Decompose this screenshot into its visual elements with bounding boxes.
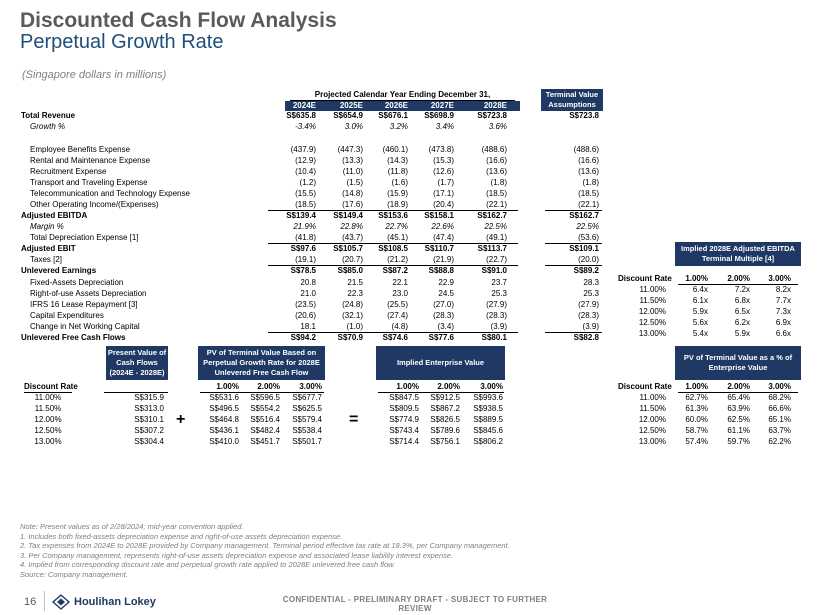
- footnotes: [20, 522, 510, 580]
- row-value: (28.3): [433, 311, 454, 320]
- row-value: (14.8): [342, 189, 363, 198]
- row-value: 22.8%: [340, 222, 363, 231]
- row-value: -3.4%: [295, 122, 316, 131]
- enterprise-value: S$938.5: [473, 404, 503, 413]
- row-value: S$162.7: [477, 211, 507, 220]
- terminal-value: (1.8): [582, 178, 599, 187]
- discount-rate: 12.00%: [638, 307, 666, 316]
- year-header: 2028E: [483, 101, 507, 110]
- row-value: S$723.8: [477, 111, 507, 120]
- row-value: S$153.6: [378, 211, 408, 220]
- discount-rate-label: Discount Rate: [24, 382, 78, 391]
- row-value: (1.5): [346, 178, 363, 187]
- row-value: 22.3: [347, 289, 363, 298]
- discount-rate: 11.00%: [639, 285, 666, 294]
- pv-terminal-value: S$482.4: [250, 426, 280, 435]
- discount-rate: 13.00%: [638, 437, 666, 446]
- growth-rate-header: 3.00%: [299, 382, 322, 391]
- pv-tv-percent: 65.1%: [768, 415, 791, 424]
- terminal-multiple-value: 6.6x: [775, 329, 791, 338]
- year-header: 2024E: [292, 101, 316, 110]
- pv-tv-percent: 61.1%: [727, 426, 750, 435]
- row-value: 22.5%: [484, 222, 507, 231]
- row-value: (3.9): [490, 322, 507, 331]
- terminal-value: S$89.2: [573, 266, 599, 275]
- row-value: (13.6): [486, 167, 507, 176]
- row-value: 23.0: [392, 289, 408, 298]
- row-value: 24.5: [438, 289, 454, 298]
- year-header: 2027E: [430, 101, 454, 110]
- row-value: (21.9): [433, 255, 454, 264]
- terminal-multiple-value: 6.2x: [734, 318, 750, 327]
- row-value: (27.4): [387, 311, 408, 320]
- row-label: Telecommunication and Technology Expense: [30, 189, 190, 198]
- growth-rate-header: 1.00%: [685, 274, 708, 283]
- row-value: (1.8): [490, 178, 507, 187]
- row-value: 18.1: [300, 322, 316, 331]
- enterprise-value: S$993.6: [473, 393, 503, 402]
- row-value: (18.5): [486, 189, 507, 198]
- row-value: (20.6): [295, 311, 316, 320]
- row-value: S$97.6: [290, 244, 316, 253]
- pv-tv-percent: 59.7%: [727, 437, 750, 446]
- row-value: 3.0%: [344, 122, 363, 131]
- growth-rate-header: 1.00%: [685, 382, 708, 391]
- terminal-value: (27.9): [578, 300, 599, 309]
- row-value: (25.5): [387, 300, 408, 309]
- subtotal-rule: [545, 210, 602, 211]
- terminal-value: 28.3: [583, 278, 599, 287]
- row-value: S$149.4: [333, 211, 363, 220]
- row-value: (488.6): [481, 145, 507, 154]
- pv-tv-percent: 57.4%: [685, 437, 708, 446]
- enterprise-value: S$789.6: [430, 426, 460, 435]
- terminal-value: S$82.8: [573, 333, 599, 342]
- row-value: 22.6%: [431, 222, 454, 231]
- row-value: (24.8): [342, 300, 363, 309]
- pv-terminal-value-header: PV of Terminal Value Based on Perpetual Growth Rate for 2028E Unlevered Free Cash Flow: [198, 346, 325, 380]
- implied-ev-header: Implied Enterprise Value: [376, 346, 505, 380]
- terminal-multiple-value: 6.4x: [692, 285, 708, 294]
- row-value: (11.0): [342, 167, 363, 176]
- footnote-line: 1. Includes both fixed-assets depreciation expense and right-of-use assets depreciation expense.: [20, 531, 343, 541]
- terminal-multiple-value: 6.8x: [734, 296, 750, 305]
- row-value: (47.4): [433, 233, 454, 242]
- enterprise-value: S$806.2: [473, 437, 503, 446]
- terminal-value: (53.6): [578, 233, 599, 242]
- row-value: 22.7%: [385, 222, 408, 231]
- pv-cash-flows-value: S$315.9: [134, 393, 164, 402]
- growth-rate-header: 2.00%: [727, 382, 750, 391]
- row-value: 21.5: [347, 278, 363, 287]
- pv-terminal-value: S$410.0: [209, 437, 239, 446]
- row-value: (22.1): [486, 200, 507, 209]
- row-value: S$113.7: [477, 244, 507, 253]
- enterprise-value: S$912.5: [430, 393, 460, 402]
- row-label: Right-of-use Assets Depreciation: [30, 289, 147, 298]
- row-value: (45.1): [387, 233, 408, 242]
- row-value: (15.3): [433, 156, 454, 165]
- pv-terminal-value: S$625.5: [292, 404, 322, 413]
- terminal-value: (20.0): [578, 255, 599, 264]
- row-value: (473.8): [428, 145, 454, 154]
- subtotal-rule: [545, 265, 602, 266]
- row-value: (13.3): [342, 156, 363, 165]
- houlihan-lokey-logo-icon: [52, 594, 70, 610]
- row-label: Rental and Maintenance Expense: [30, 156, 151, 165]
- pv-tv-percent: 68.2%: [768, 393, 791, 402]
- terminal-multiple-value: 6.5x: [734, 307, 750, 316]
- discount-rate: 12.50%: [34, 426, 62, 435]
- row-value: S$88.8: [428, 266, 454, 275]
- row-value: (28.3): [486, 311, 507, 320]
- terminal-multiple-value: 5.9x: [734, 329, 750, 338]
- pv-terminal-value: S$501.7: [292, 437, 322, 446]
- row-value: (27.9): [486, 300, 507, 309]
- terminal-multiple-value: 5.4x: [692, 329, 708, 338]
- row-value: S$676.1: [378, 111, 408, 120]
- row-label: IFRS 16 Lease Repayment [3]: [30, 300, 138, 309]
- growth-rate-header: 3.00%: [768, 274, 791, 283]
- row-value: (437.9): [290, 145, 316, 154]
- row-label: Adjusted EBIT: [21, 244, 76, 253]
- row-value: (22.7): [486, 255, 507, 264]
- plus-sign: +: [176, 411, 186, 428]
- row-value: 3.2%: [389, 122, 408, 131]
- row-label: Growth %: [30, 122, 66, 131]
- growth-rate-header: 3.00%: [480, 382, 503, 391]
- pv-terminal-value: S$436.1: [209, 426, 239, 435]
- row-label: Change in Net Working Capital: [30, 322, 140, 331]
- discount-rate: 12.00%: [638, 415, 666, 424]
- subtotal-rule: [268, 265, 518, 266]
- row-value: S$654.9: [333, 111, 363, 120]
- row-value: (20.7): [342, 255, 363, 264]
- enterprise-value: S$774.9: [389, 415, 419, 424]
- row-value: (16.6): [486, 156, 507, 165]
- subtotal-rule: [268, 243, 518, 244]
- growth-rate-header: 2.00%: [257, 382, 280, 391]
- row-value: S$158.1: [424, 211, 454, 220]
- footnote-line: Source: Company management.: [20, 569, 128, 579]
- row-value: (18.9): [387, 200, 408, 209]
- row-label: Fixed-Assets Depreciation: [30, 278, 124, 287]
- terminal-multiple-value: 5.9x: [692, 307, 708, 316]
- row-label: Taxes [2]: [30, 255, 63, 264]
- row-value: S$139.4: [286, 211, 316, 220]
- pv-tv-percent: 60.0%: [685, 415, 708, 424]
- row-value: (15.9): [387, 189, 408, 198]
- row-value: (1.7): [437, 178, 454, 187]
- growth-rate-header: 1.00%: [216, 382, 239, 391]
- projection-header: Projected Calendar Year Ending December 31,: [314, 90, 491, 99]
- terminal-multiple-value: 8.2x: [775, 285, 791, 294]
- pv-tv-percent: 62.2%: [768, 437, 791, 446]
- terminal-multiple-value: 5.6x: [692, 318, 708, 327]
- enterprise-value: S$809.5: [389, 404, 419, 413]
- pv-terminal-value: S$677.7: [292, 393, 322, 402]
- terminal-value: (28.3): [578, 311, 599, 320]
- growth-rate-header: 3.00%: [768, 382, 791, 391]
- row-value: 3.4%: [435, 122, 454, 131]
- row-value: S$70.9: [337, 333, 363, 342]
- row-value: S$74.6: [382, 333, 408, 342]
- pv-terminal-value: S$538.4: [292, 426, 322, 435]
- row-label: Unlevered Earnings: [21, 266, 97, 275]
- row-value: 22.1: [392, 278, 408, 287]
- page-title: Discounted Cash Flow Analysis: [20, 9, 337, 32]
- row-value: (3.4): [437, 322, 454, 331]
- row-value: S$80.1: [481, 333, 507, 342]
- row-label: Capital Expenditures: [30, 311, 104, 320]
- pv-terminal-value: S$516.4: [250, 415, 280, 424]
- row-label: Other Operating Income/(Expenses): [30, 200, 159, 209]
- pv-tv-percent: 65.4%: [727, 393, 750, 402]
- page-number: 16: [24, 596, 37, 608]
- pv-tv-percent: 63.7%: [768, 426, 791, 435]
- row-value: (32.1): [342, 311, 363, 320]
- row-label: Margin %: [30, 222, 64, 231]
- discount-rate-label: Discount Rate: [618, 382, 672, 391]
- pv-tv-percent: 58.7%: [685, 426, 708, 435]
- growth-rate-header: 2.00%: [437, 382, 460, 391]
- company-logo: [52, 594, 156, 610]
- terminal-value: (18.5): [578, 189, 599, 198]
- row-value: S$108.5: [378, 244, 408, 253]
- row-value: (447.3): [337, 145, 363, 154]
- discount-rate: 11.50%: [639, 296, 666, 305]
- row-value: 21.9%: [293, 222, 316, 231]
- discount-rate: 11.50%: [639, 404, 666, 413]
- terminal-multiple-value: 6.9x: [775, 318, 791, 327]
- enterprise-value: S$845.6: [473, 426, 503, 435]
- enterprise-value: S$847.5: [389, 393, 419, 402]
- discount-rate: 13.00%: [638, 329, 666, 338]
- row-value: S$87.2: [382, 266, 408, 275]
- pv-terminal-value: S$464.8: [209, 415, 239, 424]
- row-value: (11.8): [387, 167, 408, 176]
- row-value: (18.5): [295, 200, 316, 209]
- year-header: 2025E: [339, 101, 363, 110]
- terminal-value: (16.6): [578, 156, 599, 165]
- units-note: (Singapore dollars in millions): [22, 69, 167, 81]
- row-value: 25.3: [491, 289, 507, 298]
- row-label: Employee Benefits Expense: [30, 145, 131, 154]
- growth-rate-header: 1.00%: [396, 382, 419, 391]
- row-label: Transport and Traveling Expense: [30, 178, 148, 187]
- row-value: (15.5): [295, 189, 316, 198]
- row-label: Recruitment Expense: [30, 167, 107, 176]
- footnote-line: 4. Implied from corresponding discount rate and perpetual growth rate applied to 2028E unlevered free cash flow.: [20, 560, 396, 570]
- terminal-value: (3.9): [582, 322, 599, 331]
- terminal-value: (13.6): [578, 167, 599, 176]
- terminal-multiple-header: Implied 2028E Adjusted EBITDA Terminal Multiple [4]: [675, 242, 801, 266]
- row-label: Total Revenue: [21, 111, 76, 120]
- row-value: S$698.9: [424, 111, 454, 120]
- terminal-value: (22.1): [578, 200, 599, 209]
- row-value: S$105.7: [333, 244, 363, 253]
- row-value: S$78.5: [290, 266, 316, 275]
- row-value: (4.8): [391, 322, 408, 331]
- row-value: (1.0): [346, 322, 363, 331]
- pv-terminal-value: S$596.5: [250, 393, 280, 402]
- row-value: 3.6%: [488, 122, 507, 131]
- discount-rate: 12.50%: [638, 426, 666, 435]
- terminal-value-header: Terminal Value Assumptions: [541, 89, 603, 111]
- year-header: 2026E: [384, 101, 408, 110]
- row-value: (49.1): [486, 233, 507, 242]
- pv-tv-percent: 62.7%: [685, 393, 708, 402]
- terminal-multiple-value: 7.3x: [775, 307, 791, 316]
- pv-terminal-value: S$496.5: [209, 404, 239, 413]
- enterprise-value: S$826.5: [430, 415, 460, 424]
- row-value: 23.7: [491, 278, 507, 287]
- terminal-value: S$109.1: [569, 244, 599, 253]
- pv-tv-percent: 62.5%: [727, 415, 750, 424]
- row-value: (27.0): [433, 300, 454, 309]
- row-value: S$77.6: [428, 333, 454, 342]
- discount-rate: 11.50%: [34, 404, 62, 413]
- row-value: (1.2): [299, 178, 316, 187]
- subtotal-rule: [268, 210, 518, 211]
- row-value: (10.4): [295, 167, 316, 176]
- row-value: (12.6): [433, 167, 454, 176]
- enterprise-value: S$714.4: [389, 437, 419, 446]
- pv-tv-percent: 66.6%: [768, 404, 791, 413]
- enterprise-value: S$867.2: [430, 404, 460, 413]
- footnote-line: 2. Tax expenses from 2024E to 2028E provided by Company management. Terminal period effective tax rate at 18.3%, per Company management.: [20, 541, 510, 551]
- pv-terminal-value: S$451.7: [250, 437, 280, 446]
- pv-cash-flows-value: S$310.1: [134, 415, 164, 424]
- discount-rate: 11.00%: [34, 393, 62, 402]
- pv-terminal-value: S$579.4: [292, 415, 322, 424]
- row-value: (1.6): [391, 178, 408, 187]
- terminal-value: (488.6): [573, 145, 599, 154]
- terminal-multiple-value: 7.2x: [734, 285, 750, 294]
- row-value: 20.8: [300, 278, 316, 287]
- row-value: (17.1): [433, 189, 454, 198]
- pv-tv-pct-header: PV of Terminal Value as a % of Enterprise Value: [675, 346, 801, 380]
- row-label: Total Depreciation Expense [1]: [30, 233, 139, 242]
- subtotal-rule: [545, 332, 602, 333]
- company-name: Houlihan Lokey: [74, 596, 156, 608]
- enterprise-value: S$889.5: [473, 415, 503, 424]
- row-value: S$635.8: [286, 111, 316, 120]
- row-value: (20.4): [433, 200, 454, 209]
- pv-tv-percent: 63.9%: [727, 404, 750, 413]
- pv-cash-flows-header: Present Value of Cash Flows (2024E - 2028E): [106, 346, 168, 380]
- page-subtitle: Perpetual Growth Rate: [20, 31, 224, 53]
- enterprise-value: S$756.1: [430, 437, 460, 446]
- discount-rate: 12.50%: [638, 318, 666, 327]
- terminal-multiple-value: 7.7x: [775, 296, 791, 305]
- row-value: (17.6): [342, 200, 363, 209]
- pv-tv-percent: 61.3%: [685, 404, 708, 413]
- row-label: Unlevered Free Cash Flows: [21, 333, 126, 342]
- row-value: S$110.7: [424, 244, 454, 253]
- terminal-value: S$723.8: [569, 111, 599, 120]
- row-value: (43.7): [342, 233, 363, 242]
- row-value: S$94.2: [290, 333, 316, 342]
- discount-rate: 12.00%: [34, 415, 62, 424]
- discount-rate-label: Discount Rate: [618, 274, 672, 283]
- row-value: S$91.0: [481, 266, 507, 275]
- row-value: (41.8): [295, 233, 316, 242]
- terminal-value: 22.5%: [576, 222, 599, 231]
- terminal-value: 25.3: [583, 289, 599, 298]
- row-value: S$85.0: [337, 266, 363, 275]
- terminal-multiple-value: 6.1x: [692, 296, 708, 305]
- row-value: 21.0: [300, 289, 316, 298]
- row-value: (460.1): [382, 145, 408, 154]
- confidential-banner: CONFIDENTIAL - PRELIMINARY DRAFT - SUBJECT TO FURTHER REVIEW: [282, 595, 548, 613]
- row-value: (23.5): [295, 300, 316, 309]
- row-value: (21.2): [387, 255, 408, 264]
- equals-sign: =: [349, 411, 359, 428]
- row-label: Adjusted EBITDA: [21, 211, 88, 220]
- row-value: (14.3): [387, 156, 408, 165]
- footnote-line: 3. Per Company management, represents right-of-use assets depreciation expense and associated lease liability interest expense.: [20, 550, 454, 560]
- row-value: 22.9: [438, 278, 454, 287]
- terminal-value: S$162.7: [569, 211, 599, 220]
- pv-cash-flows-value: S$304.4: [134, 437, 164, 446]
- subtotal-rule: [545, 243, 602, 244]
- subtotal-rule: [268, 332, 518, 333]
- row-value: (12.9): [295, 156, 316, 165]
- discount-rate: 13.00%: [34, 437, 62, 446]
- discount-rate: 11.00%: [639, 393, 666, 402]
- pv-terminal-value: S$531.6: [209, 393, 239, 402]
- pv-terminal-value: S$554.2: [250, 404, 280, 413]
- growth-rate-header: 2.00%: [727, 274, 750, 283]
- row-value: (19.1): [295, 255, 316, 264]
- footnote-line: Note: Present values as of 2/28/2024; mid-year convention applied.: [20, 522, 244, 531]
- enterprise-value: S$743.4: [389, 426, 419, 435]
- pv-cash-flows-value: S$313.0: [134, 404, 164, 413]
- pv-cash-flows-value: S$307.2: [134, 426, 164, 435]
- footer-divider: [44, 591, 45, 611]
